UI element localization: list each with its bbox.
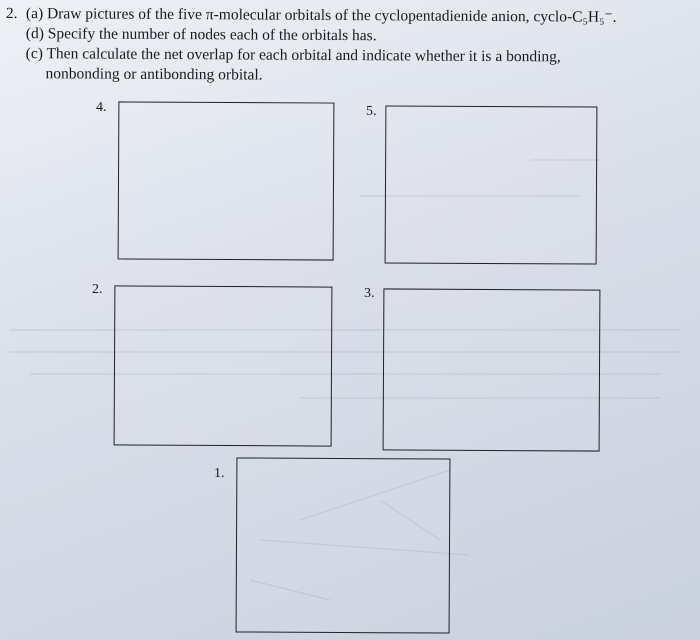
box-5-label: 5. <box>366 104 377 119</box>
box-3-label: 3. <box>364 286 375 301</box>
box-2-label: 2. <box>92 282 103 297</box>
drawing-box-1[interactable] <box>236 457 451 633</box>
question-part-a: (a) Draw pictures of the five π-molecular orbitals of the cyclopentadienide anion, cyclo-C₅H₅⁻. <box>25 5 617 26</box>
question-line-c-cont <box>6 64 696 88</box>
drawing-box-5[interactable] <box>385 105 598 264</box>
drawing-box-4[interactable] <box>118 101 335 260</box>
box-1-label: 1. <box>214 466 225 481</box>
question-part-c-continued: nonbonding or antibonding orbital. <box>45 65 263 84</box>
question-number: 2. <box>5 4 18 23</box>
question-part-d: (d) Specify the number of nodes each of the orbitals has. <box>25 25 377 45</box>
question-part-c: (c) Then calculate the net overlap for each orbital and indicate whether it is a bonding, <box>25 45 561 66</box>
question-text-block <box>6 4 696 88</box>
box-4-label: 4. <box>96 100 107 115</box>
drawing-box-3[interactable] <box>383 288 601 451</box>
drawing-box-2[interactable] <box>114 285 333 446</box>
